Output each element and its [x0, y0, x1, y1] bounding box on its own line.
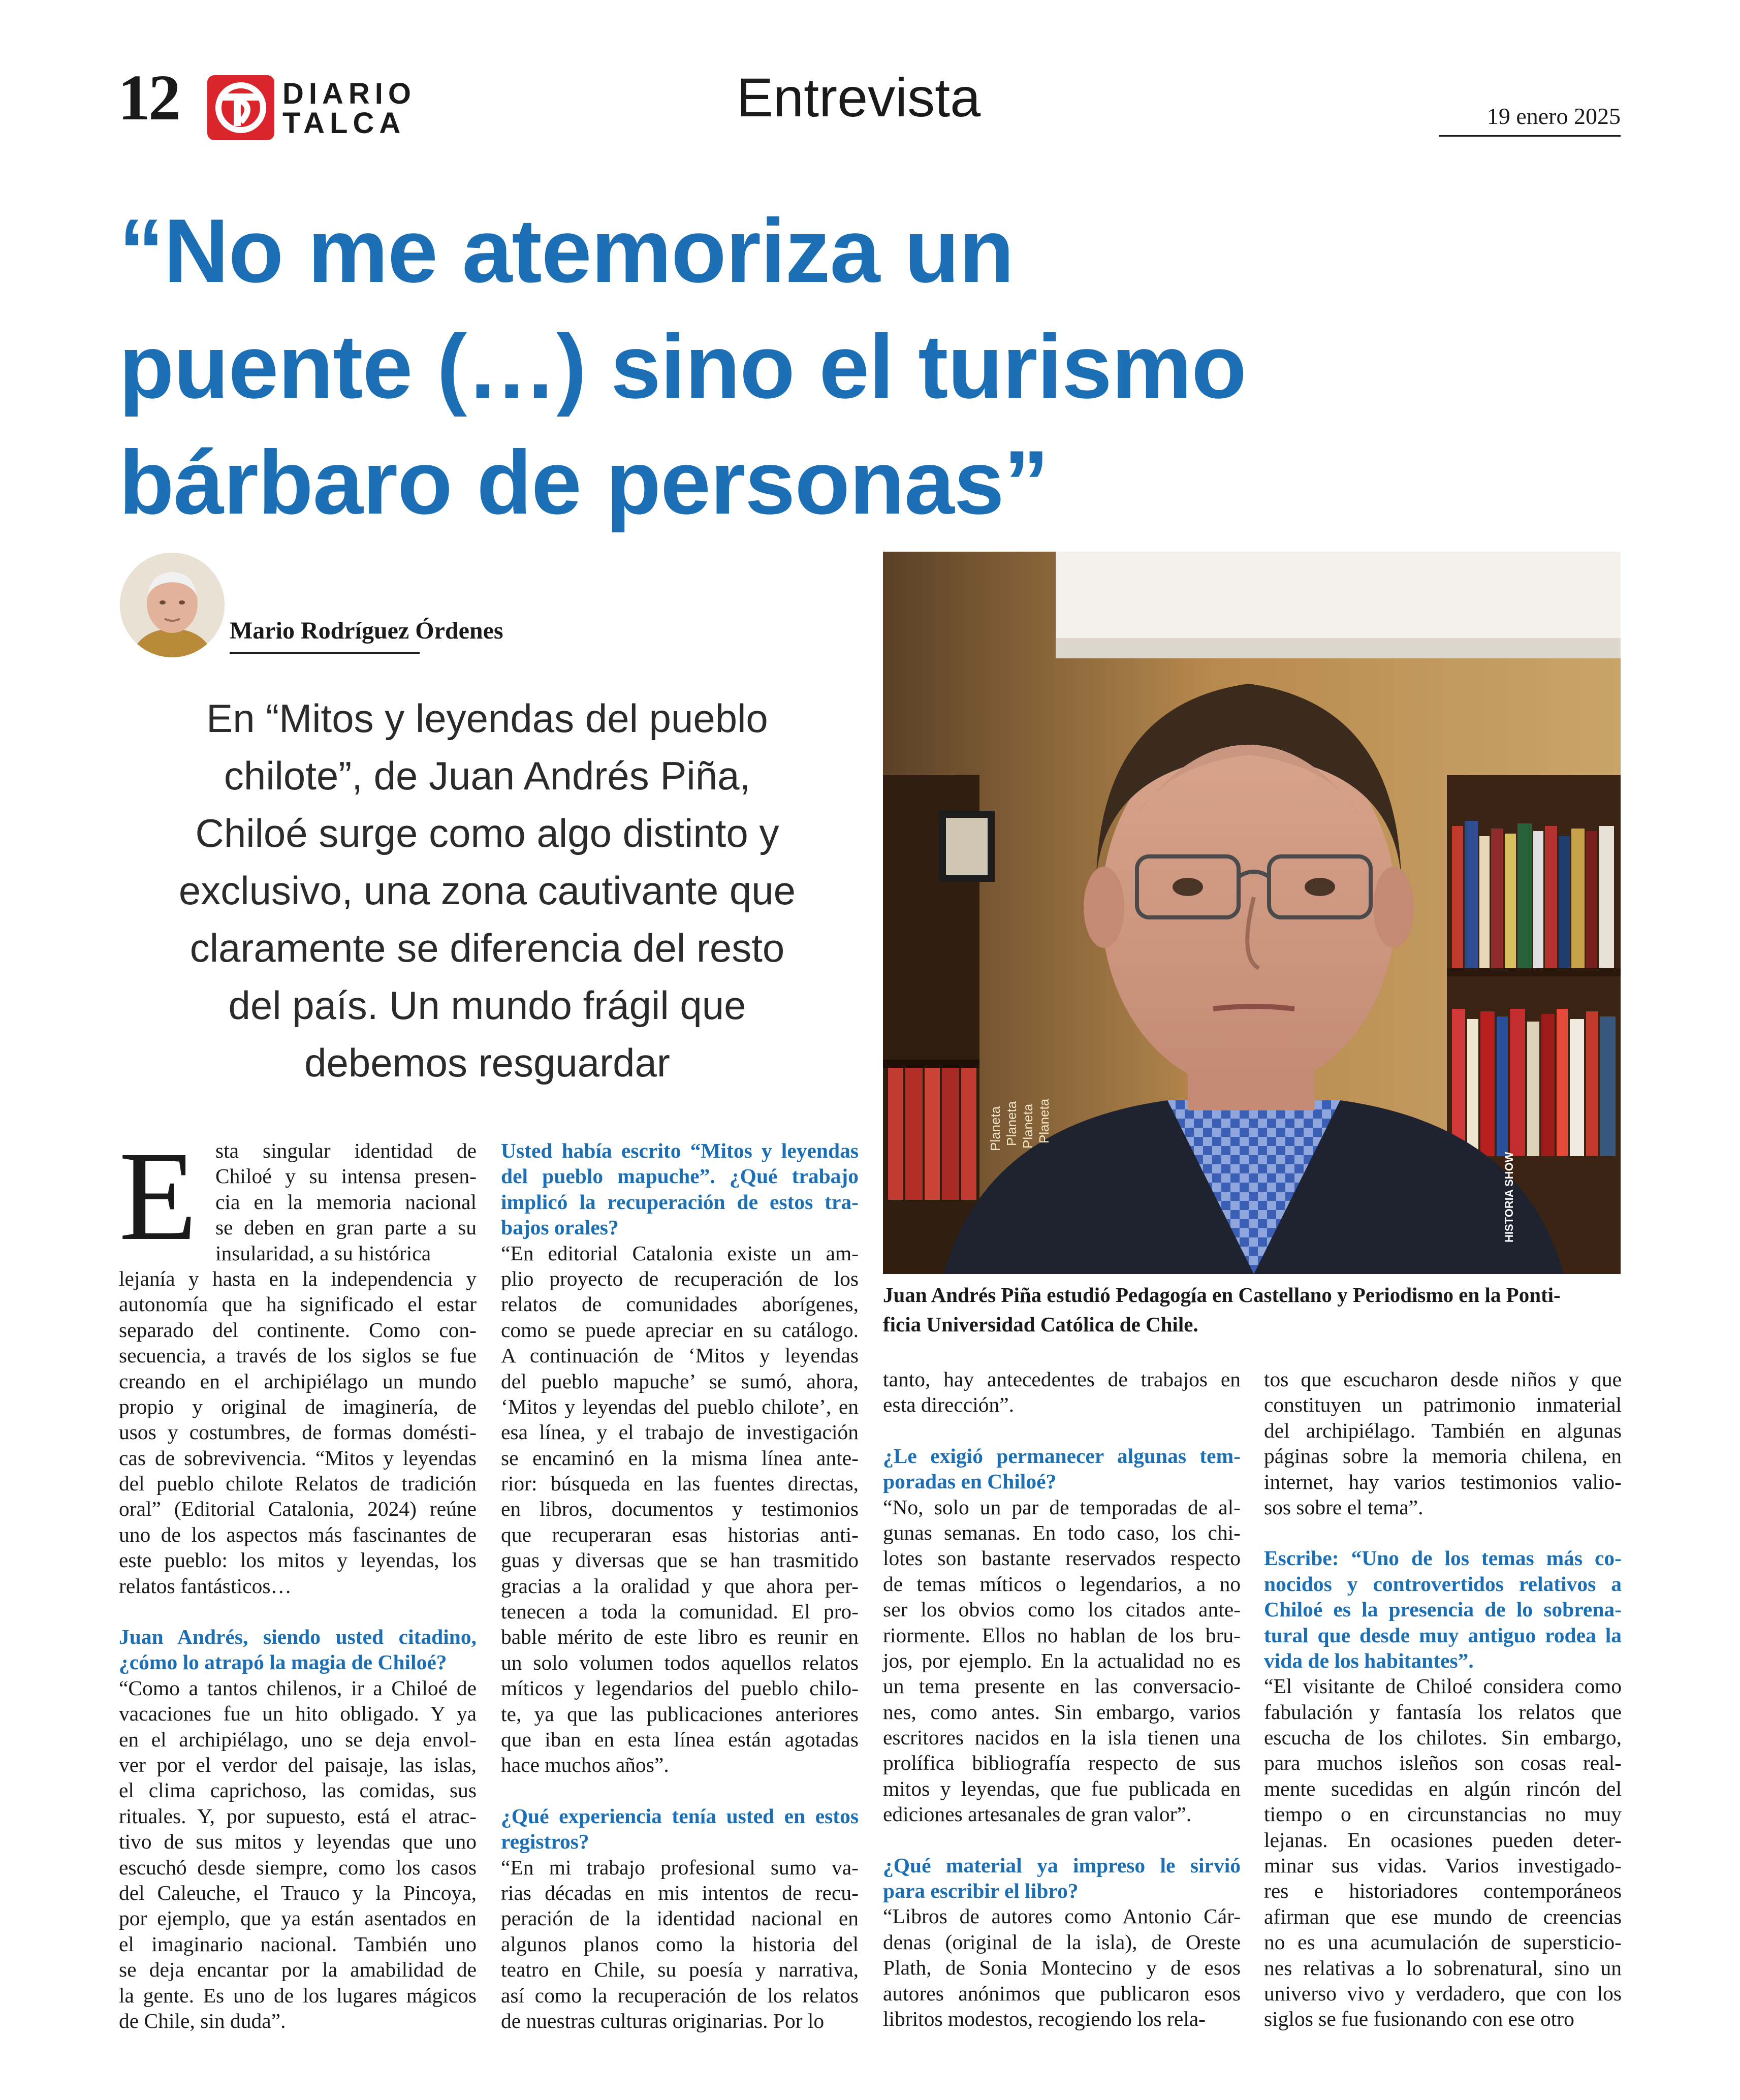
body-paragraph [1264, 1366, 1622, 1520]
interview-question [883, 1443, 1241, 1494]
text-line: constituyen un patrimonio inmaterial [1264, 1393, 1622, 1417]
text-line: guas y diversas que se han trasmitido [501, 1548, 859, 1572]
text-line: gunas semanas. En todo caso, los chi- [883, 1520, 1241, 1544]
text-line: rias décadas en mis intentos de recu- [501, 1881, 859, 1904]
text-line: cia en la memoria nacional [215, 1190, 477, 1214]
text-line: ser los obvios como los citados ante- [883, 1598, 1241, 1621]
text-line: en el archipiélago, uno se deja envol- [119, 1727, 477, 1751]
text-line: nes, como antes. Sin embargo, varios [883, 1700, 1241, 1724]
text-line: lejanas. En ocasiones pueden deter- [1264, 1828, 1622, 1852]
text-line: ¿Qué material ya impreso le sirvió [883, 1853, 1241, 1877]
text-line: tenecen a toda la comunidad. El pro- [501, 1600, 859, 1624]
lead-line: Chiloé surge como algo distinto y [195, 811, 779, 855]
text-line: “En editorial Catalonia existe un am- [501, 1241, 859, 1265]
lead-line: del país. Un mundo frágil que [228, 983, 746, 1028]
text-line: bable mérito de este libro es reunir en [501, 1625, 859, 1649]
text-line: del archipiélago. También en algunas [1264, 1418, 1622, 1442]
text-line: relatos fantásticos… [119, 1574, 292, 1598]
text-line: por ejemplo, que ya están asentados en [119, 1906, 477, 1930]
lead-line: claramente se diferencia del resto [189, 926, 785, 970]
text-line: escucha de los chilotes. Sin embargo, [1264, 1726, 1622, 1749]
text-line: algunos planos como la historia del [501, 1932, 859, 1956]
body-paragraph [883, 1366, 1241, 1418]
text-line: escritores nacidos en la isla tienen una [883, 1726, 1241, 1749]
text-line: te, ya que las publicaciones anteriores [501, 1702, 859, 1726]
caption-line: Juan Andrés Piña estudió Pedagogía en Castellano y Periodismo en la Ponti- [883, 1283, 1561, 1307]
book-spine-label: Planeta [1020, 1103, 1035, 1149]
text-line: vacaciones fue un hito obligado. Y ya [119, 1702, 477, 1726]
book-spine-label: Planeta [988, 1106, 1003, 1151]
interview-question [1264, 1545, 1622, 1673]
photo-caption [883, 1280, 1621, 1339]
text-line: como se puede apreciar en su catálogo. [501, 1318, 859, 1342]
text-line: del Caleuche, el Trauco y la Pincoya, [119, 1881, 477, 1904]
interview-question [501, 1803, 859, 1855]
paragraph-spacer [119, 1599, 477, 1624]
text-line: riormente. Ellos no hablan de los bru- [883, 1623, 1241, 1647]
text-line: míticos y legendarios del pueblo chilo- [501, 1676, 859, 1700]
text-line: esta dirección”. [883, 1393, 1015, 1417]
text-line: denas (original de la isla), de Oreste [883, 1930, 1241, 1954]
text-line: un tema presente en las conversacio- [883, 1674, 1241, 1698]
text-line: peración de la identidad nacional en [501, 1906, 859, 1930]
text-line: para muchos isleños son cosas real- [1264, 1751, 1622, 1775]
text-line: cas de sobrevivencia. “Mitos y leyendas [119, 1446, 477, 1470]
text-line: afirman que ese mundo de creencias [1264, 1904, 1622, 1928]
text-line: se deja encantar por la amabilidad de [119, 1958, 477, 1982]
text-line: plio proyecto de recuperación de los [501, 1266, 859, 1290]
text-line: de nuestras culturas originarias. Por lo [501, 2009, 825, 2032]
body-paragraph [119, 1266, 477, 1599]
text-line: que recuperaran esas historias anti- [501, 1522, 859, 1546]
text-line: propio y original de imaginería, de [119, 1394, 477, 1418]
text-line: no es una acumulación de supersticio- [1264, 1930, 1622, 1954]
text-line: prolífica bibliografía respecto de sus [883, 1751, 1241, 1775]
text-line: rior: búsqueda en las fuentes directas, [501, 1472, 859, 1496]
text-line: minar sus vidas. Varios investigado- [1264, 1854, 1622, 1878]
headline [119, 193, 1623, 540]
text-line: del pueblo mapuche’ se sumó, ahora, [501, 1369, 859, 1393]
interview-question [501, 1138, 859, 1240]
lead-line: chilote”, de Juan Andrés Piña, [224, 753, 751, 798]
text-line: ediciones artesanales de gran valor”. [883, 1802, 1192, 1826]
text-line: se encaminó en la misma línea ante- [501, 1446, 859, 1470]
body-paragraph [1264, 1673, 1622, 2031]
text-line: sos sobre el tema”. [1264, 1495, 1423, 1519]
headline-line: puente (…) sino el turismo [119, 316, 1246, 417]
text-line: ‘Mitos y leyendas del pueblo chilote’, en [501, 1394, 859, 1418]
text-line: esa línea, y el trabajo de investigación [501, 1420, 859, 1444]
text-line: sta singular identidad de [215, 1139, 477, 1162]
paragraph-spacer [501, 1778, 859, 1803]
date-underline [1439, 135, 1621, 137]
author-avatar [120, 553, 225, 657]
text-line: ¿cómo lo atrapó la magia de Chiloé? [119, 1650, 447, 1674]
text-line: bajos orales? [501, 1216, 619, 1239]
issue-date: 19 enero 2025 [1486, 103, 1621, 129]
text-line: ¿Qué experiencia tenía usted en estos [501, 1804, 859, 1828]
article-column-2 [501, 1138, 859, 2033]
text-line: Juan Andrés, siendo usted citadino, [119, 1625, 477, 1649]
text-line: ver por el verdor del paisaje, las islas, [119, 1753, 477, 1776]
text-line: páginas sobre la memoria chilena, en [1264, 1444, 1622, 1468]
article-column-1 [119, 1138, 477, 2033]
text-line: internet, hay varios testimonios valio- [1264, 1470, 1622, 1493]
logo-word-talca: TALCA [282, 107, 406, 140]
text-line: secuencia, a través de los siglos se fue [119, 1344, 477, 1367]
text-line: creando en el archipiélago un mundo [119, 1369, 477, 1393]
text-line: tural que desde muy antiguo rodea la [1264, 1623, 1622, 1647]
text-line: Escribe: “Uno de los temas más co- [1264, 1546, 1622, 1570]
body-paragraph [119, 1675, 477, 2033]
text-line: fabulación y fantasía los relatos que [1264, 1700, 1622, 1724]
text-line: A continuación de ‘Mitos y leyendas [501, 1344, 859, 1367]
body-paragraph [883, 1494, 1241, 1827]
page-number: 12 [118, 61, 179, 134]
text-line: teatro en Chile, su poesía y narrativa, [501, 1958, 859, 1982]
text-line: insularidad, a su histórica [215, 1241, 431, 1265]
article-column-4 [1264, 1366, 1622, 2032]
text-line: mente sucedidas en algún rincón del [1264, 1776, 1622, 1800]
lead-line: En “Mitos y leyendas del pueblo [206, 696, 768, 741]
interviewee-photo [883, 552, 1621, 1274]
text-line: Usted había escrito “Mitos y leyendas [501, 1139, 859, 1162]
text-line: uno de los aspectos más fascinantes de [119, 1522, 477, 1546]
body-paragraph [501, 1855, 859, 2034]
text-line: registros? [501, 1830, 589, 1854]
text-line: que iban en esta línea están agotadas [501, 1727, 859, 1751]
lead-line: exclusivo, una zona cautivante que [178, 868, 796, 913]
text-line: un solo volumen todos aquellos relatos [501, 1650, 859, 1674]
text-line: autores anónimos que publicaron esos [883, 1981, 1241, 2005]
book-spine-label: Planeta [1004, 1101, 1019, 1146]
article-column-3 [883, 1366, 1241, 2031]
text-line: el imaginario nacional. También uno [119, 1932, 477, 1956]
paragraph-spacer [883, 1827, 1241, 1853]
text-line: “Libros de autores como Antonio Cár- [883, 1904, 1241, 1928]
text-line: tos que escucharon desde niños y que [1264, 1367, 1622, 1391]
text-line: jos, por ejemplo. En la actualidad no es [883, 1648, 1241, 1672]
text-line: universo vivo y verdadero, que con los [1264, 1981, 1622, 2005]
text-line: de temas míticos o legendarios, a no [883, 1572, 1241, 1596]
text-line: Chiloé y su intensa presen- [215, 1164, 477, 1188]
body-paragraph [883, 1903, 1241, 2031]
text-line: oral” (Editorial Catalonia, 2024) reúne [119, 1497, 477, 1521]
text-line: rituales. Y, por supuesto, está el atrac- [119, 1804, 477, 1828]
text-line: usos y costumbres, de formas domésti- [119, 1420, 477, 1444]
book-spine-label: HISTORIA SHOW [1503, 1152, 1515, 1243]
text-line: “El visitante de Chiloé considera como [1264, 1674, 1622, 1698]
text-line: poradas en Chiloé? [883, 1470, 1057, 1493]
lead-line: debemos resguardar [304, 1040, 670, 1085]
text-line: tanto, hay antecedentes de trabajos en [883, 1367, 1241, 1391]
body-paragraph [119, 1138, 477, 1266]
text-line: ¿Le exigió permanecer algunas tem- [883, 1444, 1241, 1468]
text-line: vida de los habitantes”. [1264, 1648, 1474, 1672]
caption-line: ficia Universidad Católica de Chile. [883, 1313, 1198, 1336]
text-line: tiempo o en circunstancias no muy [1264, 1802, 1622, 1826]
text-line: tivo de sus mitos y leyendas que uno [119, 1830, 477, 1854]
text-line: res e historiadores contemporáneos [1264, 1879, 1622, 1903]
paragraph-spacer [883, 1418, 1241, 1443]
text-line: de Chile, sin duda”. [119, 2009, 286, 2032]
text-line: siglos se fue fusionando con ese otro [1264, 2007, 1574, 2031]
byline-underline [230, 652, 420, 654]
text-line: este pueblo: los mitos y leyendas, los [119, 1548, 477, 1572]
headline-line: “No me atemoriza un [119, 200, 1014, 301]
logo-word-diario: DIARIO [282, 77, 416, 110]
text-line: gracias a la oralidad y que ahora per- [501, 1574, 859, 1598]
text-line: así como la recuperación de los relatos [501, 1983, 859, 2007]
text-line: nes relativas a lo sobrenatural, sino un [1264, 1956, 1622, 1980]
text-line: Chiloé es la presencia de lo sobrena- [1264, 1598, 1622, 1621]
text-line: lotes son bastante reservados respecto [883, 1546, 1241, 1570]
text-line: nocidos y controvertidos relativos a [1264, 1572, 1622, 1596]
author-byline: Mario Rodríguez Órdenes [230, 617, 503, 644]
headline-line: bárbaro de personas” [119, 432, 1049, 533]
lead-paragraph [119, 690, 856, 1092]
interview-question [883, 1853, 1241, 1904]
text-line: “En mi trabajo profesional sumo va- [501, 1855, 859, 1879]
drop-cap: E [119, 1125, 197, 1267]
interview-question [119, 1624, 477, 1675]
text-line: relatos de comunidades aborígenes, [501, 1292, 859, 1316]
text-line: para escribir el libro? [883, 1879, 1079, 1903]
text-line: “Como a tantos chilenos, ir a Chiloé de [119, 1676, 477, 1700]
text-line: hace muchos años”. [501, 1753, 669, 1777]
book-spine-label: Planeta [1036, 1098, 1052, 1143]
text-line: en libros, documentos y testimonios [501, 1497, 859, 1521]
paragraph-spacer [1264, 1520, 1622, 1545]
body-paragraph [501, 1240, 859, 1778]
text-line: lejanía y hasta en la independencia y [119, 1266, 477, 1290]
text-line: implicó la recuperación de estos tra- [501, 1190, 859, 1214]
diario-talca-logo-icon [207, 75, 274, 140]
text-line: escuchó desde siempre, como los casos [119, 1855, 477, 1879]
text-line: “No, solo un par de temporadas de al- [883, 1495, 1241, 1519]
text-line: la gente. Es uno de los lugares mágicos [119, 1983, 477, 2007]
text-line: se deben en gran parte a su [215, 1216, 477, 1239]
text-line: el clima caprichoso, las comidas, sus [119, 1778, 477, 1802]
text-line: Plath, de Sonia Montecino y de esos [883, 1956, 1241, 1980]
text-line: autonomía que ha significado el estar [119, 1292, 477, 1316]
section-title: Entrevista [737, 67, 981, 128]
text-line: del pueblo mapuche”. ¿Qué trabajo [501, 1164, 859, 1188]
text-line: libritos modestos, recogiendo los rela- [883, 2007, 1206, 2030]
text-line: del pueblo chilote Relatos de tradición [119, 1472, 477, 1496]
text-line: separado del continente. Como con- [119, 1318, 477, 1342]
text-line: mitos y leyendas, que fue publicada en [883, 1776, 1241, 1800]
